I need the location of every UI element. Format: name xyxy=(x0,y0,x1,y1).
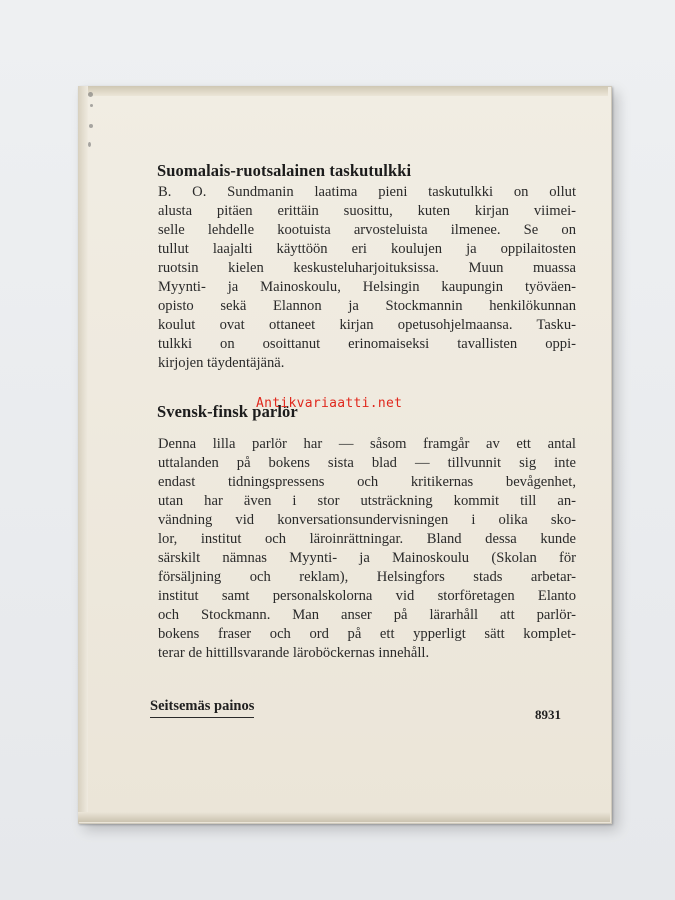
text-line: bokens fraser och ord på ett ypperligt sätt komplet- xyxy=(158,626,576,642)
text-line: endast tidningspressens och kritikernas bevågenhet, xyxy=(158,474,576,490)
text-line: opisto sekä Elannon ja Stockmannin henkilökunnan xyxy=(158,298,576,314)
text-line: tulkki on osoittanut erinomaiseksi tavallisten oppi- xyxy=(158,336,576,352)
cover-wear-mark xyxy=(88,142,91,147)
cover-bottom-edge xyxy=(78,812,610,822)
catalog-number: 8931 xyxy=(535,707,561,722)
text-line: lor, institut och läroinrättningar. Bland dessa kunde xyxy=(158,531,576,547)
heading-swedish: Svensk-finsk parlör xyxy=(157,402,298,421)
text-line: och Stockmann. Man anser på lärarhåll att parlör- xyxy=(158,607,576,623)
cover-top-edge xyxy=(80,86,608,96)
text-line: särskilt nämnas Myynti- ja Mainoskoulu (Skolan för xyxy=(158,550,576,566)
paragraph-swedish xyxy=(158,435,576,663)
text-line: uttalanden på bokens sista blad — tillvunnit sig inte xyxy=(158,455,576,471)
watermark-text: Antikvariaatti.net xyxy=(256,396,403,411)
text-line: koulut ovat ottaneet kirjan opetusohjelmaansa. Tasku- xyxy=(158,317,576,333)
text-line: vändning vid konversationsundervisningen i olika sko- xyxy=(158,512,576,528)
paragraph-finnish xyxy=(158,183,576,373)
cover-wear-mark xyxy=(89,124,93,128)
text-line: alusta pitäen erittäin suosittu, kuten kirjan viimei- xyxy=(158,203,576,219)
text-line: terar de hittillsvarande läroböckernas innehåll. xyxy=(158,645,430,661)
cover-left-edge xyxy=(78,86,88,822)
text-line: selle lehdelle kootuista arvosteluista ilmenee. Se on xyxy=(158,222,576,238)
text-line: kirjojen täydentäjänä. xyxy=(158,355,285,371)
cover-wear-mark xyxy=(90,104,93,107)
text-line: Denna lilla parlör har — såsom framgår av ett antal xyxy=(158,436,576,452)
cover-wear-mark xyxy=(88,92,93,97)
text-line: ruotsin kielen keskusteluharjoituksissa. Muun muassa xyxy=(158,260,576,276)
text-line: tullut laajalti käyttöön eri koulujen ja oppilaitosten xyxy=(158,241,576,257)
text-line: institut samt personalskolorna vid storföretagen Elanto xyxy=(158,588,576,604)
heading-finnish: Suomalais-ruotsalainen taskutulkki xyxy=(157,161,412,180)
text-line: försäljning och reklam), Helsingfors stads arbetar- xyxy=(158,569,576,585)
text-line: Myynti- ja Mainoskoulu, Helsingin kaupungin työväen- xyxy=(158,279,576,295)
text-line: utan har även i stor utsträckning kommit till an- xyxy=(158,493,576,509)
edition-label: Seitsemäs painos xyxy=(150,698,254,718)
text-line: B. O. Sundmanin laatima pieni taskutulkki on ollut xyxy=(158,184,576,200)
